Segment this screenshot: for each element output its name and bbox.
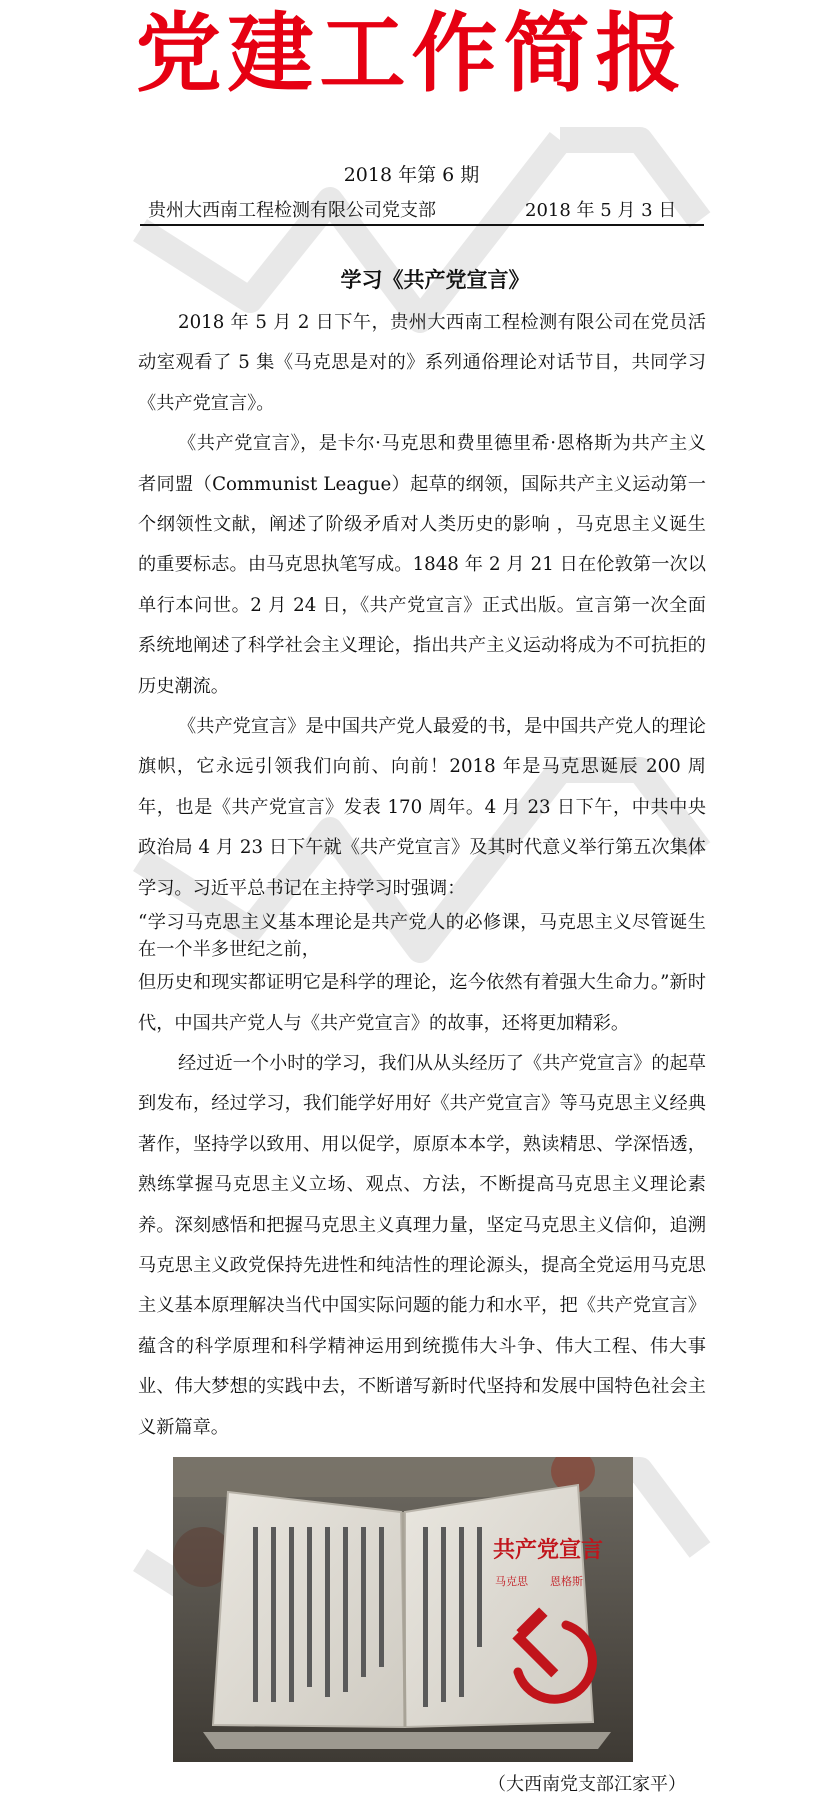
paragraph: 《共产党宣言》，是卡尔·马克思和费里德里希·恩格斯为共产主义者同盟（Communist League）起草的纲领，国际共产主义运动第一个纲领性文献，阐述了阶级矛盾对人类历史的影响 ，马克思主义诞生的重要标志。由马克思执笔写成。1848 年 2 月 21 日在伦敦第一次以单行本问世。2 月 24 日，《共产党宣言》正式出版。宣言第一次全面系统地阐述了科学社会主义理论，指出共产主义运动将成为不可抗拒的历史潮流。 [138,433,706,697]
org-date-line [140,196,703,224]
organization-name: 贵州大西南工程检测有限公司党支部 [148,200,436,221]
article-body [138,303,706,1448]
book-title-text: 共产党宣言 [493,1538,604,1563]
paragraph-quote: “学习马克思主义基本理论是共产党人的必修课，马克思主义尽管诞生在一个半多世纪之前， [138,912,706,961]
header-divider [140,224,704,226]
manifesto-monument-photo [173,1457,633,1762]
photo-illustration [173,1457,633,1762]
photo-caption: （大西南党支部江家平） [488,1774,686,1795]
paragraph: 2018 年 5 月 2 日下午，贵州大西南工程检测有限公司在党员活动室观看了 5 集《马克思是对的》系列通俗理论对话节目，共同学习《共产党宣言》。 [138,312,706,414]
book-authors-text: 马克思 恩格斯 [495,1575,583,1588]
article-title: 学习《共产党宣言》 [340,267,530,292]
masthead-title: 党建工作简报 [135,4,688,104]
publish-date: 2018 年 5 月 3 日 [525,200,677,221]
issue-number: 2018 年第 6 期 [343,164,480,186]
paragraph: 但历史和现实都证明它是科学的理论，迄今依然有着强大生命力。”新时代，中国共产党人与《共产党宣言》的故事，还将更加精彩。 [138,972,706,1034]
paragraph: 经过近一个小时的学习，我们从从头经历了《共产党宣言》的起草到发布，经过学习，我们能学好用好《共产党宣言》等马克思主义经典著作，坚持学以致用、用以促学，原原本本学，熟读精思、学深悟透，熟练掌握马克思主义立场、观点、方法，不断提高马克思主义理论素养。深刻感悟和把握马克思主义真理力量，坚定马克思主义信仰，追溯马克思主义政党保持先进性和纯洁性的理论源头，提高全党运用马克思主义基本原理解决当代中国实际问题的能力和水平，把《共产党宣言》蕴含的科学原理和科学精神运用到统揽伟大斗争、伟大工程、伟大事业、伟大梦想的实践中去，不断谱写新时代坚持和发展中国特色社会主义新篇章。 [138,1052,706,1438]
paragraph: 《共产党宣言》是中国共产党人最爱的书，是中国共产党人的理论旗帜，它永远引领我们向前、向前！2018 年是马克思诞辰 200 周年，也是《共产党宣言》发表 170 周年。4 月 23 日下午，中共中央政治局 4 月 23 日下午就《共产党宣言》及其时代意义举行第五次集体学习。习近平总书记在主持学习时强调： [138,716,706,899]
